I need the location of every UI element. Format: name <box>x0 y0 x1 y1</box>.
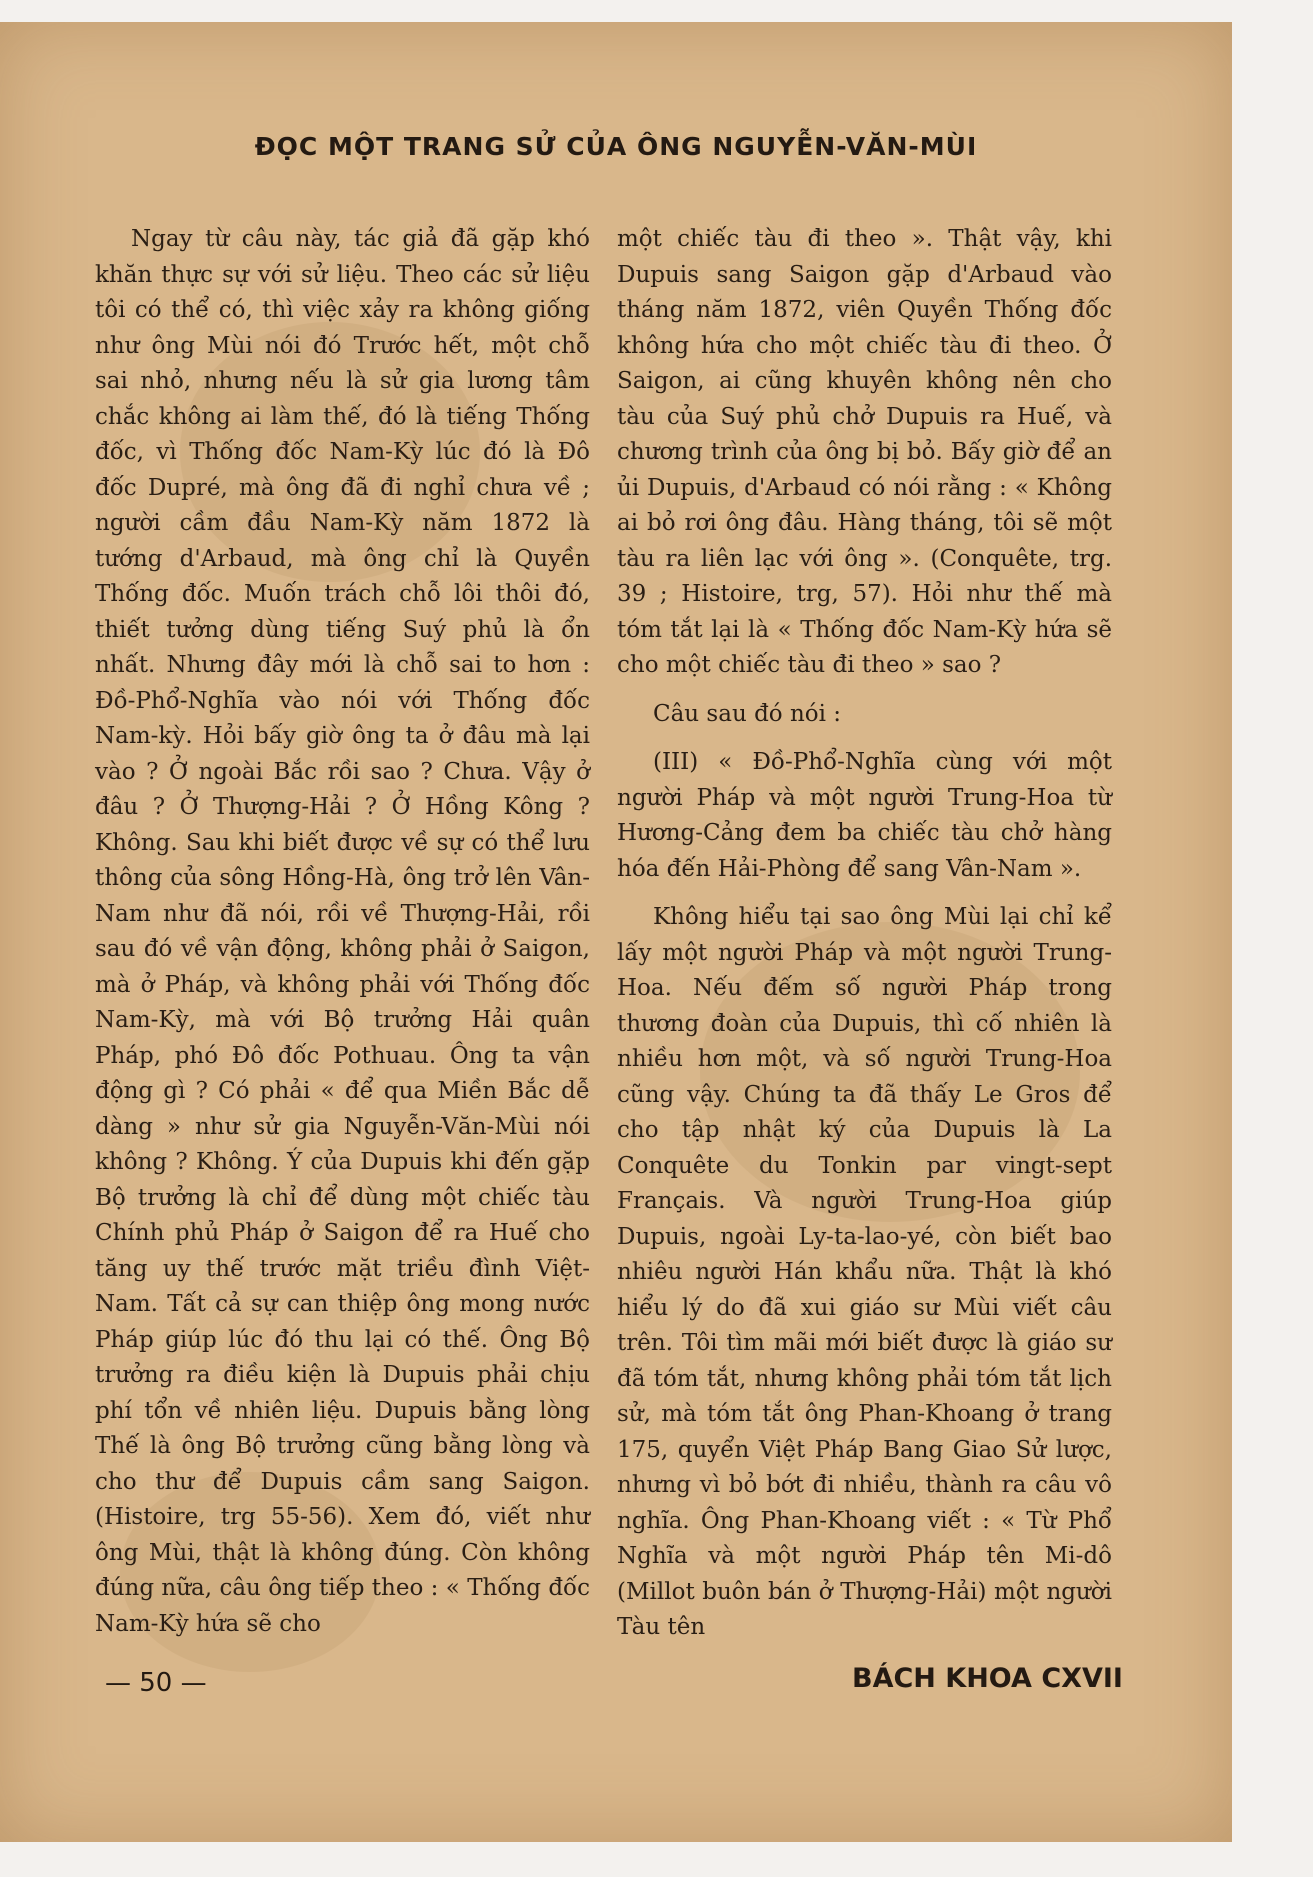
paragraph: (III) « Đồ-Phổ-Nghĩa cùng với một người Pháp và một người Trung-Hoa từ Hương-Cảng đem ba chiếc tàu chở hàng hóa đến Hải-Phòng để sang Vân-Nam ». <box>617 749 1112 882</box>
page-sheet <box>0 22 1232 1842</box>
paragraph: Ngay từ câu này, tác giả đã gặp khó khăn thực sự với sử liệu. Theo các sử liệu tôi có thể có, thì việc xảy ra không giống như ông Mùi nói đó Trước hết, một chỗ sai nhỏ, nhưng nếu là sử gia lương tâm chắc không ai làm thế, đó là tiếng Thống đốc, vì Thống đốc Nam-Kỳ lúc đó là Đô đốc Dupré, mà ông đã đi nghỉ chưa về ; người cầm đầu Nam-Kỳ năm 1872 là tướng d'Arbaud, mà ông chỉ là Quyền Thống đốc. Muốn trách chỗ lôi thôi đó, thiết tưởng dùng tiếng Suý phủ là ổn nhất. Nhưng đây mới là chỗ sai to hơn : Đồ-Phổ-Nghĩa vào nói với Thống đốc Nam-kỳ. Hỏi bấy giờ ông ta ở đâu mà lại vào ? Ở ngoài Bắc rồi sao ? Chưa. Vậy ở đâu ? Ở Thượng-Hải ? Ở Hồng Kông ? Không. Sau khi biết được về sự có thể lưu thông của sông Hồng-Hà, ông trở lên Vân-Nam như đã nói, rồi về Thượng-Hải, rồi sau đó về vận động, không phải ở Saigon, mà ở Pháp, và không phải với Thống đốc Nam-Kỳ, mà với Bộ trưởng Hải quân Pháp, phó Đô đốc Pothuau. Ông ta vận động gì ? Có phải « để qua Miền Bắc dễ dàng » như sử gia Nguyễn-Văn-Mùi nói không ? Không. Ý của Dupuis khi đến gặp Bộ trưởng là chỉ để dùng một chiếc tàu Chính phủ Pháp ở Saigon để ra Huế cho tăng uy thế trước mặt triều đình Việt-Nam. Tất cả sự can thiệp ông mong nước Pháp giúp lúc đó thu lại có thế. Ông Bộ trưởng ra điều kiện là Dupuis phải chịu phí tổn về nhiên liệu. Dupuis bằng lòng Thế là ông Bộ trưởng cũng bằng lòng và cho thư để Dupuis cầm sang Saigon. (Histoire, trg 55-56). Xem đó, viết như ông Mùi, thật là không đúng. Còn không đúng nữa, câu ông tiếp theo : « Thống đốc Nam-Kỳ hứa sẽ cho <box>95 226 590 1637</box>
left-column <box>95 222 590 1655</box>
page-number: — 50 — <box>105 1668 207 1698</box>
right-column <box>617 222 1112 1659</box>
magazine-issue: BÁCH KHOA CXVII <box>852 1663 1123 1694</box>
paragraph: Không hiểu tại sao ông Mùi lại chỉ kể lấy một người Pháp và một người Trung-Hoa. Nếu đếm số người Pháp trong thương đoàn của Dupuis, thì cố nhiên là nhiều hơn một, và số người Trung-Hoa cũng vậy. Chúng ta đã thấy Le Gros để cho tập nhật ký của Dupuis là La Conquête du Tonkin par vingt-sept Français. Và người Trung-Hoa giúp Dupuis, ngoài Ly-ta-lao-yé, còn biết bao nhiêu người Hán khẩu nữa. Thật là khó hiểu lý do đã xui giáo sư Mùi viết câu trên. Tôi tìm mãi mới biết được là giáo sư đã tóm tắt, nhưng không phải tóm tắt lịch sử, mà tóm tắt ông Phan-Khoang ở trang 175, quyển Việt Pháp Bang Giao Sử lược, nhưng vì bỏ bớt đi nhiều, thành ra câu vô nghĩa. Ông Phan-Khoang viết : « Từ Phổ Nghĩa và một người Pháp tên Mi-dô (Millot buôn bán ở Thượng-Hải) một người Tàu tên <box>617 904 1112 1640</box>
paragraph: Câu sau đó nói : <box>653 700 842 727</box>
article-title: ĐỌC MỘT TRANG SỬ CỦA ÔNG NGUYỄN-VĂN-MÙI <box>254 132 978 161</box>
paragraph: một chiếc tàu đi theo ». Thật vậy, khi Dupuis sang Saigon gặp d'Arbaud vào tháng năm 1872, viên Quyền Thống đốc không hứa cho một chiếc tàu đi theo. Ở Saigon, ai cũng khuyên không nên cho tàu của Suý phủ chở Dupuis ra Huế, và chương trình của ông bị bỏ. Bấy giờ để an ủi Dupuis, d'Arbaud có nói rằng : « Không ai bỏ rơi ông đâu. Hàng tháng, tôi sẽ một tàu ra liên lạc với ông ». (Conquête, trg. 39 ; Histoire, trg, 57). Hỏi như thế mà tóm tắt lại là « Thống đốc Nam-Kỳ hứa sẽ cho một chiếc tàu đi theo » sao ? <box>617 226 1112 678</box>
